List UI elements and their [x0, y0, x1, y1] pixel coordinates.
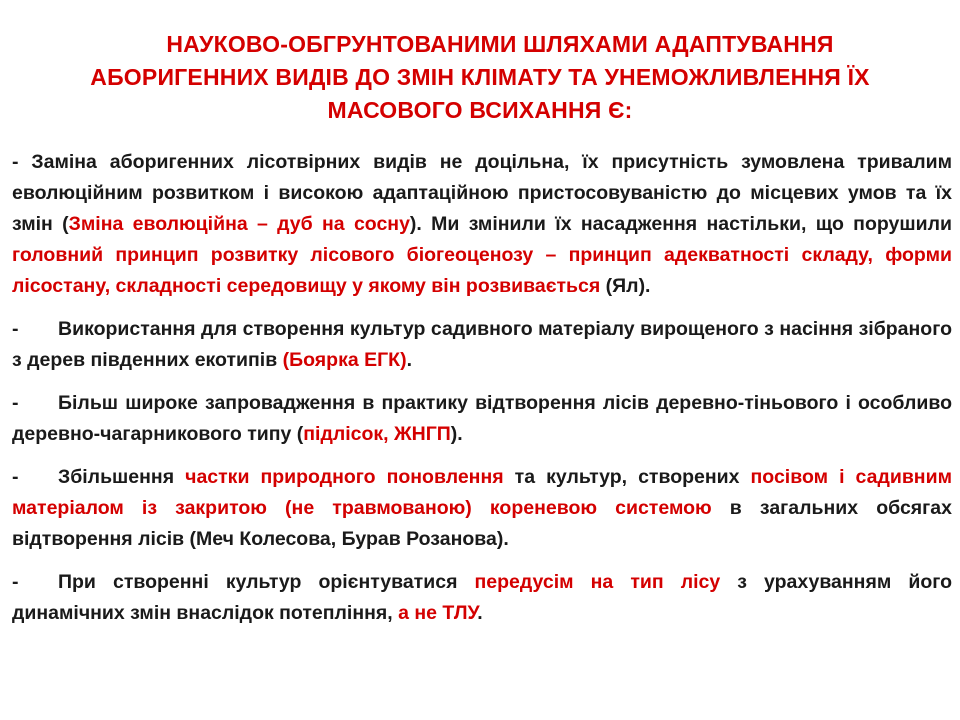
body-text: з урахуванням його динамічних змін внаслідок потепління,: [12, 571, 953, 624]
body-text: та культур, створених: [503, 466, 751, 488]
highlighted-text: посівом і садивним матеріалом із закритою (не травмованою) кореневою системою: [12, 466, 952, 519]
highlighted-text: а не ТЛУ: [398, 602, 478, 624]
body-text: Заміна аборигенних лісотвірних видів не доцільна, їх присутність зумовлена тривалим еволюційним розвитком і високою адаптаційною пристосовуваністю до місцевих умов та їх змін (: [12, 151, 952, 235]
bullet-dash: -: [12, 466, 19, 488]
bullet-item: [12, 388, 952, 450]
highlighted-text: Зміна еволюційна – дуб на сосну: [68, 213, 410, 235]
slide-body: [12, 147, 952, 629]
body-text: (Ял).: [600, 275, 651, 297]
body-text: ). Ми змінили їх насадження настільки, що порушили: [409, 213, 952, 235]
body-text: .: [406, 349, 412, 371]
bullet-dash: -: [12, 318, 19, 340]
title-line-3: МАСОВОГО ВСИХАННЯ Є:: [327, 97, 633, 123]
bullet-dash: -: [12, 571, 19, 593]
highlighted-text: частки природного поновлення: [185, 466, 504, 488]
paragraph: [12, 147, 952, 302]
title-line-1: НАУКОВО-ОБГРУНТОВАНИМИ ШЛЯХАМИ АДАПТУВАННЯ: [166, 31, 834, 57]
highlighted-text: головний принцип розвитку лісового біогеоценозу – принцип адекватності складу, форми лісостану, складності середовищу у якому він розвивається: [12, 244, 952, 297]
body-text: в загальних обсягах відтворення лісів (Меч Колесова, Бурав Розанова).: [12, 497, 952, 550]
title-line-2: АБОРИГЕННИХ ВИДІВ ДО ЗМІН КЛІМАТУ ТА УНЕМОЖЛИВЛЕННЯ ЇХ: [90, 64, 870, 90]
highlighted-text: підлісок, ЖНГП: [303, 423, 451, 445]
bullet-item: [12, 567, 952, 629]
body-text: Використання для створення культур садивного матеріалу вирощеного з насіння зібраного з дерев південних екотипів: [12, 318, 952, 371]
bullet-dash: -: [12, 151, 19, 173]
highlighted-text: (Боярка ЕГК): [282, 349, 407, 371]
body-text: .: [477, 602, 483, 624]
slide-title: [20, 28, 940, 127]
highlighted-text: передусім на тип лісу: [474, 571, 721, 593]
body-text: Збільшення: [58, 466, 186, 488]
body-text: ).: [450, 423, 463, 445]
bullet-item: [12, 462, 952, 555]
bullet-dash: -: [12, 392, 19, 414]
bullet-item: [12, 314, 952, 376]
body-text: Більш широке запровадження в практику відтворення лісів деревно-тіньового і особливо деревно-чагарникового типу (: [12, 392, 952, 445]
body-text: При створенні культур орієнтуватися: [58, 571, 475, 593]
